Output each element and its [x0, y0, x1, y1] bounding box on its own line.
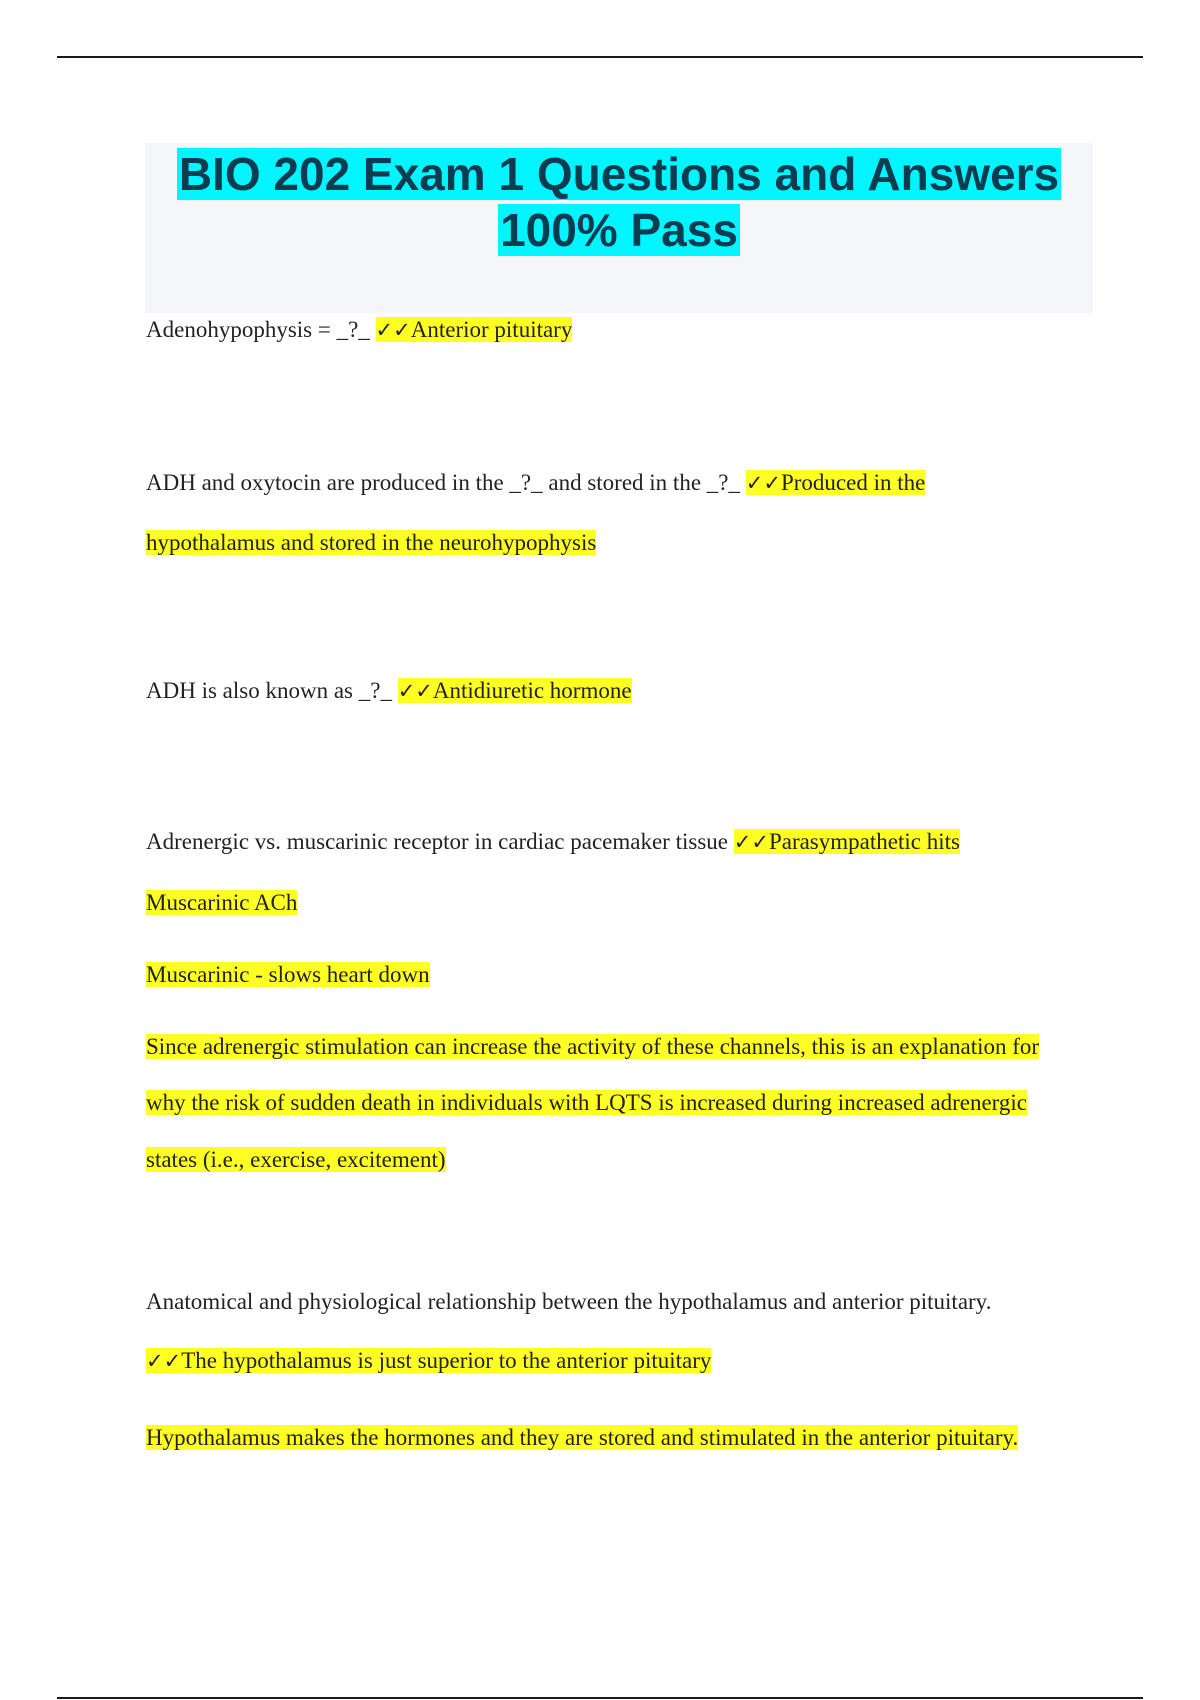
- qa-item-3: [146, 676, 632, 706]
- answer-text: states (i.e., exercise, excitement): [146, 1147, 446, 1172]
- answer-text: Hypothalamus makes the hormones and they are stored and stimulated in the anterior pituitary.: [146, 1425, 1019, 1450]
- answer-continuation: [146, 1145, 446, 1175]
- double-check-icon: ✓✓: [397, 679, 433, 703]
- answer-continuation: [146, 528, 596, 558]
- answer-continuation: [146, 1423, 1018, 1453]
- top-rule: [57, 56, 1143, 58]
- title-line-2: 100% Pass: [500, 204, 738, 256]
- qa-item-2: [146, 468, 925, 498]
- question-text: ADH is also known as _?_: [146, 678, 398, 703]
- answer-text: Produced in the: [780, 470, 926, 495]
- answer-highlight: [146, 1348, 711, 1373]
- question-text: ADH and oxytocin are produced in the _?_ and stored in the _?_: [146, 470, 746, 495]
- double-check-icon: ✓✓: [146, 1349, 182, 1373]
- double-check-icon: ✓✓: [733, 830, 769, 854]
- answer-highlight: [734, 829, 960, 854]
- answer-continuation: [146, 1088, 1027, 1118]
- double-check-icon: ✓✓: [745, 471, 781, 495]
- bottom-rule: [57, 1697, 1143, 1699]
- qa-item-5: [146, 1287, 991, 1317]
- answer-text: Muscarinic - slows heart down: [146, 962, 430, 987]
- qa-item-4: [146, 827, 960, 857]
- question-text: Adrenergic vs. muscarinic receptor in cardiac pacemaker tissue: [146, 829, 734, 854]
- answer-text: The hypothalamus is just superior to the anterior pituitary: [181, 1348, 712, 1373]
- answer-continuation: [146, 960, 430, 990]
- answer-highlight: [746, 470, 926, 495]
- answer-continuation: [146, 1032, 1039, 1062]
- answer-text: Parasympathetic hits: [768, 829, 960, 854]
- answer-text: Muscarinic ACh: [146, 890, 298, 915]
- answer-text: why the risk of sudden death in individuals with LQTS is increased during increased adrenergic: [146, 1090, 1028, 1115]
- answer-continuation: [146, 1346, 711, 1376]
- title-line-1: BIO 202 Exam 1 Questions and Answers: [178, 148, 1060, 200]
- answer-highlight: [376, 317, 573, 342]
- answer-text: hypothalamus and stored in the neurohypophysis: [146, 530, 597, 555]
- question-text: Adenohypophysis = _?_: [146, 317, 376, 342]
- question-text: Anatomical and physiological relationship between the hypothalamus and anterior pituitary.: [146, 1289, 992, 1314]
- answer-text: Since adrenergic stimulation can increase the activity of these channels, this is an explanation for: [146, 1034, 1040, 1059]
- answer-continuation: [146, 888, 297, 918]
- answer-highlight: [398, 678, 632, 703]
- qa-item-1: [146, 315, 572, 345]
- double-check-icon: ✓✓: [375, 318, 411, 342]
- document-title: [145, 146, 1093, 258]
- answer-text: Antidiuretic hormone: [432, 678, 632, 703]
- answer-text: Anterior pituitary: [410, 317, 573, 342]
